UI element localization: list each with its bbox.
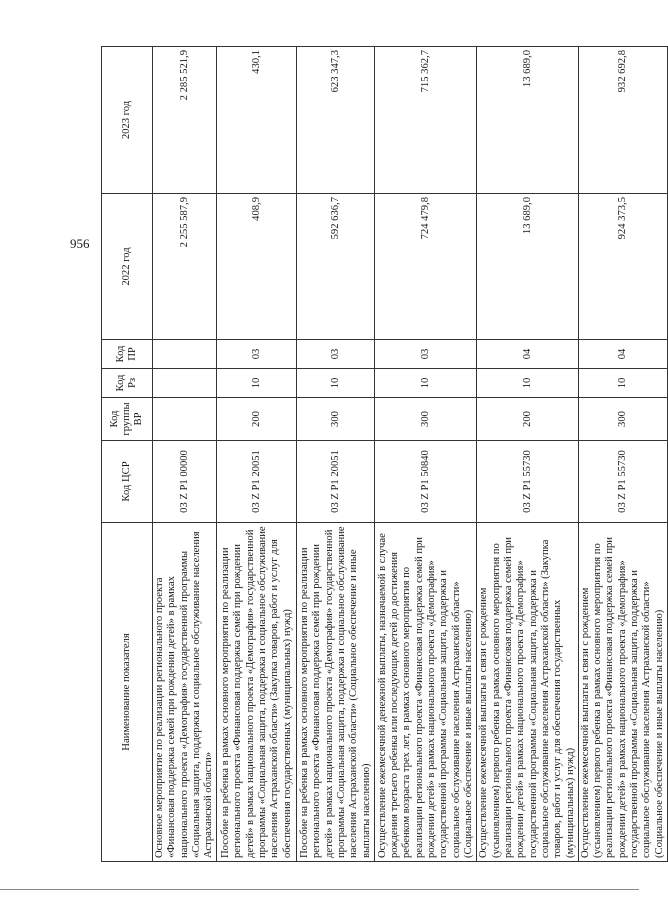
row-2023: 715 362,7: [375, 47, 477, 194]
row-name: Осуществление ежемесячной денежной выплаты, назначаемой в случае рождения третьего ребенка или последующих детей до достижения ребенком возраста трех лет, в рамках основного мероприятия по реализации регионального проекта «Финансовая поддержка семей при рождении детей» в рамках национального проекта «Демография» государственной программы «Социальная защита, поддержка и социальное обслуживание населения Астраханской области» (Социальное обеспечение и иные выплаты населению): [375, 523, 477, 862]
row-csr: 03 Z P1 00000: [153, 441, 217, 523]
row-csr: 03 Z P1 50840: [375, 441, 477, 523]
row-csr: 03 Z P1 20051: [217, 441, 297, 523]
row-csr: 03 Z P1 55730: [477, 441, 578, 523]
budget-table: [101, 46, 668, 862]
header-row: [102, 47, 153, 862]
row-pr: 03: [375, 340, 477, 369]
row-2022: 924 373,5: [578, 194, 667, 340]
row-vr: 200: [477, 398, 578, 441]
bottom-rule: [0, 889, 639, 890]
row-pr: 03: [217, 340, 297, 369]
table-row: [217, 47, 297, 862]
col-header-vr: Код группы ВР: [102, 398, 153, 441]
col-header-name: Наименование показателя: [102, 523, 153, 862]
table-row: [153, 47, 217, 862]
row-vr: 300: [578, 398, 667, 441]
row-vr: 300: [297, 398, 375, 441]
row-name: Пособие на ребенка в рамках основного мероприятия по реализации регионального проекта «Финансовая поддержка семей при рождении детей» в рамках национального проекта «Демография» государственной программы «Социальная защита, поддержка и социальное обслуживание населения Астраханской области» (Закупка товаров, работ и услуг для обеспечения государственных (муниципальных) нужд): [217, 523, 297, 862]
row-name: Пособие на ребенка в рамках основного мероприятия по реализации регионального проекта «Финансовая поддержка семей при рождении детей» в рамках национального проекта «Демография» государственной программы «Социальная защита, поддержка и социальное обслуживание населения Астраханской области» (Социальное обеспечение и иные выплаты населению): [297, 523, 375, 862]
row-rz: 10: [477, 369, 578, 398]
row-2022: 13 689,0: [477, 194, 578, 340]
row-pr: 04: [477, 340, 578, 369]
table-row: [297, 47, 375, 862]
row-vr: 300: [375, 398, 477, 441]
row-pr: 03: [297, 340, 375, 369]
row-rz: 10: [578, 369, 667, 398]
row-2023: 932 692,8: [578, 47, 667, 194]
rotated-page: [101, 47, 665, 862]
row-2022: 2 255 587,9: [153, 194, 217, 340]
table-row: [578, 47, 667, 862]
col-header-rz: Код Рз: [102, 369, 153, 398]
row-pr: [153, 340, 217, 369]
row-name: Осуществление ежемесячной выплаты в связи с рождением (усыновлением) первого ребенка в рамках основного мероприятия по реализации регионального проекта «Финансовая поддержка семей при рождении детей» в рамках национального проекта «Демография» государственной программы «Социальная защита, поддержка и социальное обслуживание населения Астраханской области» (Закупка товаров, работ и услуг для обеспечения государственных (муниципальных) нужд): [477, 523, 578, 862]
row-csr: 03 Z P1 20051: [297, 441, 375, 523]
row-rz: [153, 369, 217, 398]
col-header-2023: 2023 год: [102, 47, 153, 194]
row-2022: 592 636,7: [297, 194, 375, 340]
row-2022: 724 479,8: [375, 194, 477, 340]
row-name: Основное мероприятие по реализации регионального проекта «Финансовая поддержка семей при рождении детей» в рамках национального проекта «Демография» государственной программы «Социальная защита, поддержка и социальное обслуживание населения Астраханской области»: [153, 523, 217, 862]
col-header-pr: Код ПР: [102, 340, 153, 369]
row-rz: 10: [375, 369, 477, 398]
row-vr: 200: [217, 398, 297, 441]
row-rz: 10: [217, 369, 297, 398]
row-2022: 408,9: [217, 194, 297, 340]
row-vr: [153, 398, 217, 441]
page-number: 956: [70, 236, 90, 251]
row-pr: 04: [578, 340, 667, 369]
row-2023: 623 347,3: [297, 47, 375, 194]
table-row: [375, 47, 477, 862]
row-2023: 13 689,0: [477, 47, 578, 194]
table-row: [477, 47, 578, 862]
row-rz: 10: [297, 369, 375, 398]
row-csr: 03 Z P1 55730: [578, 441, 667, 523]
row-2023: 430,1: [217, 47, 297, 194]
row-name: Осуществление ежемесячной выплаты в связи с рождением (усыновлением) первого ребенка в рамках основного мероприятия по реализации регионального проекта «Финансовая поддержка семей при рождении детей» в рамках национального проекта «Демография» государственной программы «Социальная защита, поддержка и социальное обслуживание населения Астраханской области» (Социальное обеспечение и иные выплаты населению): [578, 523, 667, 862]
col-header-csr: Код ЦСР: [102, 441, 153, 523]
col-header-2022: 2022 год: [102, 194, 153, 340]
row-2023: 2 285 521,9: [153, 47, 217, 194]
